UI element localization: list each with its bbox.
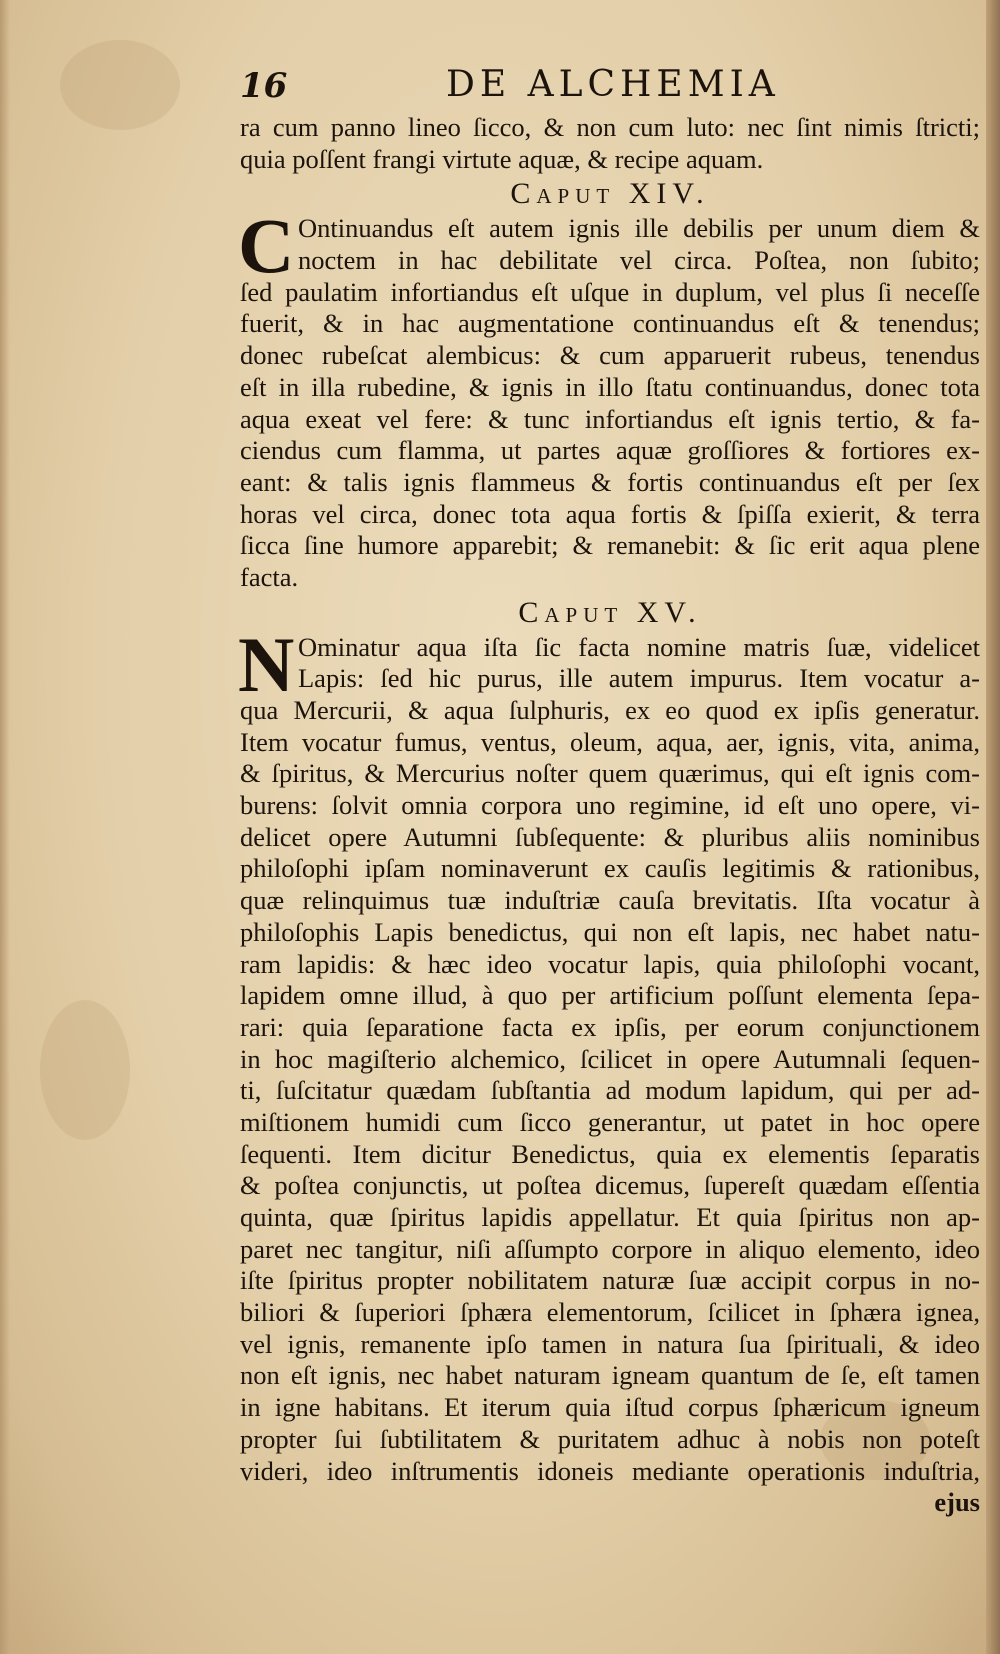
text-line: delicet opere Autumni ſubſequente: & pluribus aliis nominibus [240,821,980,852]
running-head [240,60,980,112]
text-line: propter ſui ſubtilitatem & puritatem adhuc à nobis non poteſt [240,1423,980,1454]
text-line: philoſophi ipſam nominaverunt ex cauſis legitimis & rationibus, [240,853,980,884]
chapter-heading-14: Caput XIV. [510,177,710,211]
chapter-14-paragraph [238,202,980,593]
text-line: Ominatur aqua iſta ſic facta nomine matris ſuæ, videlicet [298,631,980,662]
text-block [240,60,980,1519]
text-line: quæ relinquimus tuæ induſtriæ cauſa brevitatis. Iſta vocatur à [240,885,980,916]
text-line: Lapis: ſed hic purus, ille autem impurus. Item vocatur a- [298,663,980,694]
text-line: Item vocatur fumus, ventus, oleum, aqua, aer, ignis, vita, anima, [240,726,980,757]
text-line: in hoc magiſterio alchemico, ſcilicet in opere Autumnali ſequen- [240,1043,980,1074]
opening-lines [240,112,980,175]
drop-cap: C [238,202,295,290]
text-line: quia poſſent frangi virtute aquæ, & recipe aquam. [240,143,764,174]
text-line: in igne habitans. Et iterum quia iſtud corpus ſphæricum igneum [240,1392,980,1423]
running-title: DE ALCHEMIA [446,64,780,105]
page-left-edge [0,0,10,1654]
text-line: horas vel circa, donec tota aqua fortis & ſpiſſa exierit, & terra [240,498,980,529]
text-line: ſicca ſine humore apparebit; & remanebit: & ſic erit aqua plene [240,530,980,561]
chapter-heading-15: Caput XV. [518,595,702,629]
text-line: facta. [240,561,299,592]
text-line: paret nec tangitur, niſi aſſumpto corpore in aliquo elemento, ideo [240,1233,980,1264]
text-line: videri, ideo inſtrumentis idoneis mediante operationis induſtria, [240,1455,980,1486]
text-line: ſed paulatim infortiandus eſt uſque in duplum, vel plus ſi neceſſe [240,276,980,307]
text-line: vel ignis, remanente ipſo tamen in natura ſua ſpirituali, & ideo [240,1328,980,1359]
text-line: philoſophis Lapis benedictus, qui non eſt lapis, nec habet natu- [240,916,980,947]
text-line: fuerit, & in hac augmentatione continuandus eſt & tenendus; [240,308,980,339]
drop-cap: N [238,620,295,708]
text-line: eant: & talis ignis flammeus & fortis continuandus eſt per ſex [240,466,980,497]
page-right-edge [986,0,1000,1654]
catchword: ejus [934,1487,980,1518]
text-line: Ontinuandus eſt autem ignis ille debilis per unum diem & [298,213,980,244]
text-line: miſtionem humidi cum ſicco generantur, ut patet in hoc opere [240,1106,980,1137]
text-line: ciendus cum flamma, ut partes aquæ groſſiores & fortiores ex- [240,435,980,466]
text-line: iſte ſpiritus propter nobilitatem naturæ ſuæ accipit corpus in no- [240,1265,980,1296]
text-line: donec rubeſcat alembicus: & cum apparuerit rubeus, tenendus [240,340,980,371]
text-line: aqua exeat vel fere: & tunc infortiandus eſt ignis tertio, & fa- [240,403,980,434]
text-line: qua Mercurii, & aqua ſulphuris, ex eo quod ex ipſis generatur. [240,695,980,725]
text-line: ti, ſuſcitatur quædam ſubſtantia ad modum lapidum, qui per ad- [240,1075,980,1106]
text-line: lapidem omne illud, à quo per artificium poſſunt elementa ſepa- [240,980,980,1011]
text-line: & ſpiritus, & Mercurius noſter quem quærimus, qui eſt ignis com- [240,758,980,789]
text-line: ram lapidis: & hæc ideo vocatur lapis, quia philoſophi vocant, [240,948,980,979]
text-line: noctem in hac debilitate vel circa. Poſtea, non ſubito; [298,245,980,276]
paper-stain [60,40,180,130]
text-line: eſt in illa rubedine, & ignis in illo ſtatu continuandus, donec tota [240,371,980,402]
page-number: 16 [240,66,288,106]
paper-stain [40,1000,130,1140]
text-line: biliori & ſuperiori ſphæra elementorum, ſcilicet in ſphæra ignea, [240,1297,980,1328]
text-line: quinta, quæ ſpiritus lapidis appellatur. Et quia ſpiritus non ap- [240,1202,980,1232]
text-line: rari: quia ſeparatione facta ex ipſis, per eorum conjunctionem [240,1011,980,1042]
text-line: ra cum panno lineo ſicco, & non cum luto: nec ſint nimis ſtricti; [240,112,980,142]
text-line: ſequenti. Item dicitur Benedictus, quia ex elementis ſeparatis [240,1138,980,1169]
text-line: non eſt ignis, nec habet naturam igneam quantum de ſe, eſt tamen [240,1360,980,1391]
text-line: burens: ſolvit omnia corpora uno regimine, id eſt uno opere, vi- [240,790,980,821]
chapter-15-paragraph [238,620,980,1488]
text-line: & poſtea conjunctis, ut poſtea dicemus, ſupereſt quædam eſſentia [240,1170,980,1201]
